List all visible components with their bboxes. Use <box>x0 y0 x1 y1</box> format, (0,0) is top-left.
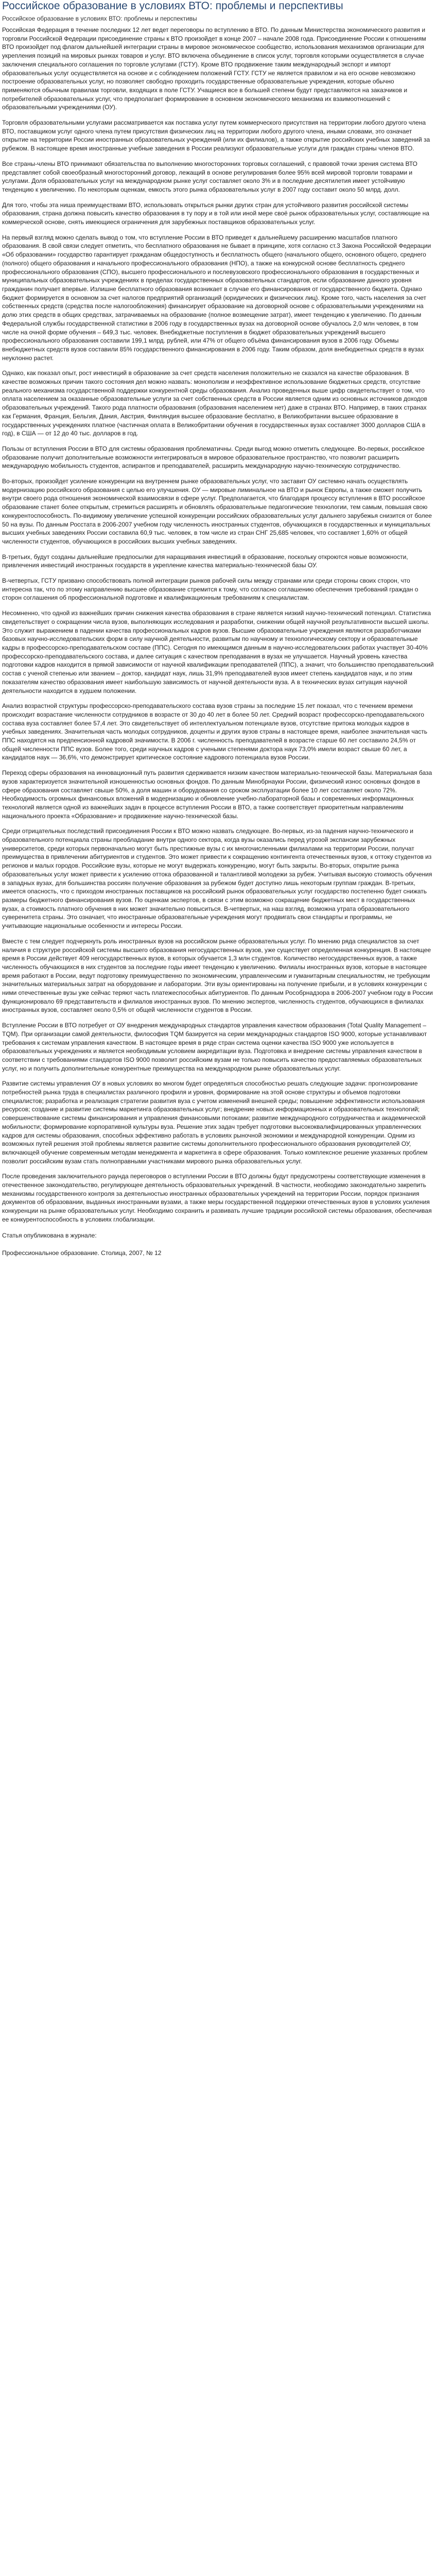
article-paragraph: Пользы от вступления России в ВТО для системы образования проблематичны. Среди выгод можно отметить следующее. Во-первых, российское образование получит дополнительные возможности интегрироваться в мировое образовательное пространство, что позволит расширить международную мобильность студентов, аспирантов и преподавателей, расширить международную научно-техническую сотрудничество. <box>2 445 425 470</box>
article-paragraph: Все страны-члены ВТО принимают обязательства по выполнению многосторонних торговых соглашений, с правовой точки зрения система ВТО представляет собой своеобразный многосторонний договор, лежащий в основе регулирования более 95% всей мировой торговли товарами и услугами. Доля образовательных услуг на международном рынке услуг составляет около 3% и в последние десятилетия имеет устойчивую тенденцию к увеличению. По некоторым оценкам, емкость этого рынка образовательных услуг в 2007 году составит около 50 млрд. долл. <box>2 160 417 193</box>
journal-citation: Профессиональное образование. Столица, 2007, № 12 <box>2 1249 162 1257</box>
article-paragraph: Для того, чтобы эта ниша преимуществами ВТО, использовать открыться рынки других стран для устойчивого развития российской системы образования, страна должна повысить качество образования в ту пору и в той или иной мере своё рынок образовательных услуг, составляющие на коммерческой основе, снять имеющиеся ограничения для зарубежных поставщиков образовательных услуг. <box>2 201 429 226</box>
article-paragraph: Анализ возрастной структуры профессорско-преподавательского состава вузов страны за последние 15 лет показал, что с течением времени происходит возрастание численности сотрудников в возрасте от 30 до 40 лет в более 50 лет. Средний возраст профессорско-преподавательского состава вуза составляет более 57,4 лет. Это свидетельствует об интеллектуальном потенциале вузов, отсутствие притока молодых кадров в учебных заведениях. Значительная часть молодых сотрудников, доценты и других вузов страны в настоящее время, наиболее значительная часть ППС находятся на предпенсионной кадровой значимости. В 2006 г. численность преподавателей в возрасте старше 60 лет составило 24,5% от общей численности ППС вузов. Более того, среди научных кадров с учеными степенями доктора наук 73,0% имели возраст свыше 60 лет, а кандидатов наук — 36,6%, что демонстрирует критическое состояние кадрового потенциала вузов России. <box>2 702 428 761</box>
article-paragraph: В-третьих, будут созданы дальнейшие предпосылки для наращивания инвестиций в образование, поскольку откроются новые возможности, привлечения инвестиций иностранных государств в укрепление качества материально-технической базы ОУ. <box>2 553 408 569</box>
source-label: Статья опубликована в журнале: <box>2 1231 97 1239</box>
article-paragraph: Несомненно, что одной из важнейших причин снижения качества образования в стране является низкий научно-технический потенциал. Статистика свидетельствует о сокращении числа вузов, выполняющих исследования и разработки, снижении общей научной результативности высшей школы. Это служит выражением в падении качества профессиональных кадров вузов. Высшие образовательные учреждения являются разработчиками базовых научно-исследовательских форм в силу научной деятельности, развитым по научному и технологическому сектору и образовательные кадры в профессорско-преподавательском составе (ППС). Сегодня по имеющимся данным в научно-исследовательских работах участвует 30-40% профессорско-преподавательского состава, и далее ситуация с качеством преподавания в вузах не улучшается. Научный уровень качества подготовки кадров находится в прямой зависимости от научной квалификации преподавателей (ППС), а значит, что большинство преподавательский состав с ученой степенью или званием – доктор, кандидат наук, лишь 31,9% преподавателей вузов имеет степень кандидатов наук, и по этим показателям качество образования имеет наибольшую зависимость от научной деятельности вуза. А в технических вузах ситуация научной деятельности находится в худшем положении. <box>2 609 434 694</box>
article-paragraph: В-четвертых, ГСТУ призвано способствовать полной интеграции рынков рабочей силы между странами или среди стороны своих сторон, что интересна так, что по этому направлению высшее образование стремится к тому, что согласно соглашению обеспечения требований граждан о сторон соглашения об профессиональной подготовке и квалификационным требованиям к специалистам. <box>2 577 418 602</box>
article-footer <box>2 1231 434 1257</box>
article-title: Российское образование в условиях ВТО: проблемы и перспективы <box>2 0 343 12</box>
article-subtitle: Российское образование в условиях ВТО: проблемы и перспективы <box>2 15 197 22</box>
article-paragraph: Вместе с тем следует подчеркнуть роль иностранных вузов на российском рынке образовательных услуг. По мнению ряда специалистов за счет наличия в структуре российской системы высшего образования негосударственных вузов, уже существует определенная конкуренция. В настоящее время в России действует 409 негосударственных вузов, в которых обучается 1,3 млн студентов. Количество негосударственных вузов, а также численность обучающихся в них студентов за последние годы имеет тенденцию к увеличению. Филиалы иностранных вузов, которые в настоящее время работают в России, ведут подготовку преимущественно по экономическим, управленческим и гуманитарным специальностям, не требующим значительных материальных затрат на оборудование и лаборатории. Эти вузы ориентированы на получение прибыли, и в условиях конкуренции с ними отечественные вузы уже сейчас теряют часть платежеспособных абитуриентов. По данным Рособрнадзора в 2006-2007 учебном году в России функционировало 69 представительств и филиалов иностранных вузов. По мнению экспертов, численность студентов, обучающихся в филиалах иностранных вузов, составляет около 0,5% от общей численности студентов в России. <box>2 937 433 1014</box>
article-paragraph: Переход сферы образования на инновационный путь развития сдерживается низким качеством материально-технической базы. Материальная база вузов характеризуется значительной изношенностью основных фондов. По данным Минобрнауки России, физический износ основных фондов в сфере образования составляет свыше 50%, а доля машин и оборудования со сроком эксплуатации более 10 лет составляет около 72%. Необходимость огромных финансовых вложений в модернизацию и обновление учебно-лабораторной базы и современных информационных технологий является одной из важнейших задач в процессе вступления России в ВТО, а также соответствует приоритетным направлениям национального проекта «Образование» и продвижение научно-технической базы. <box>2 769 432 820</box>
article-paragraph: Вступление России в ВТО потребует от ОУ внедрения международных стандартов управления качеством образования (Total Quality Management – TQM). При организации самой деятельности, философия TQM базируется на серии международных стандартов ISO 9000, которые устанавливают требования к системам управления качеством. В настоящее время в ряде стран система оценки качества ISO 9000 уже используется в образовательных учреждениях и является необходимым условием аккредитации вуза. Подготовка и внедрение системы управления качеством в соответствии с требованиями стандартов ISO 9000 позволит российским вузам не только повысить качество предоставляемых образовательных услуг, но и получить дополнительные конкурентные преимущества на международном рынке образовательных услуг. <box>2 1022 427 1072</box>
article-paragraph: Во-вторых, произойдет усиление конкуренции на внутреннем рынке образовательных услуг, что заставит ОУ системно начать осуществлять модернизацию российского образования с целью его улучшения. ОУ — мировые лиминальное на ВТО и рынок Европы, а также сможет получить внутри своего рода отношения экономической взаимосвязи в сфере услуг. Предполагается, что благодаря процессу вступления в ВТО российское образование станет более открытым, стремиться расширять и обновлять образовательные педагогические технологии, тем самым, повышая свою конкурентоспособность. По-видимому увеличение успешной конкуренции российских образовательных услуг дальнего зарубежья снизится от более 50 на вузы. По данным Росстата в 2006-2007 учебном году численность иностранных студентов, обучающихся в государственных и муниципальных высших учебных заведениях России составила 60,9 тыс. человек, в том числе из стран СНГ 25,685 человек, что составляет 1,60% от общей численности студентов, обучающихся в российских высших учебных заведениях. <box>2 478 432 545</box>
article-paragraph: Однако, как показал опыт, рост инвестиций в образование за счет средств населения положительно не сказался на качестве образования. В качестве возможных причин такого состояния дел можно назвать: монополизм и неэффективное использование бюджетных средств, отсутствие реального механизма государственной поддержки конкурентной среды образования. Анализ проведенных выше цифр свидетельствует о том, что оплата населением за оказанные образовательные услуги за счет собственных средств в России является одним из основных источников доходов образовательных учреждений. Такого рода платности образования (образования населением нет) даже в странах ВТО. Например, в таких странах как Германия, Франция, Бельгия, Дания, Австрия, Финляндия высшее образование бесплатно, в Великобритании высшее образование в государственных учреждениях платное (частичная оплата в Великобритании обучения в государственных вузах составляет 3000 долларов США в год), в США — от 12 до 40 тыс. долларов в год. <box>2 369 427 437</box>
article-paragraph: Торговля образовательными услугами рассматривается как поставка услуг путем коммерческого присутствия на территории любого другого члена ВТО, поставщиком услуг одного члена путем присутствия физических лиц на территории любого другого члена, иными словами, это означает открытие на территории России иностранных образовательных учреждений (или их филиалов), а также открытие российских учебных заведений за рубежом. В настоящее время иностранные учебные заведения в России реализуют образовательные услуги для граждан страны членов ВТО. <box>2 119 430 152</box>
article <box>0 0 436 1257</box>
article-paragraph: После проведения заключительного раунда переговоров о вступлении России в ВТО должны будут предусмотрены соответствующие изменения в отечественное законодательство, регулирующее деятельность образовательных учреждений. В частности, необходимо законодательно закрепить механизмы государственного контроля за деятельностью иностранных образовательных учреждений на территории России, порядок признания документов об образовании, выданных иностранными вузами, а также меры государственной поддержки отечественных вузов в условиях усиления конкуренции на рынке образовательных услуг. Необходимо сохранить и развивать лучшие традиции российской системы образования, обеспечивая ее конкурентоспособность в условиях глобализации. <box>2 1173 432 1223</box>
article-paragraph: Российская Федерация в течение последних 12 лет ведет переговоры по вступлению в ВТО. По данным Министерства экономического развития и торговли Российской Федерации присоединение страны к ВТО произойдет в конце 2007 – начале 2008 года. Присоединение России к отношениям ВТО произойдет под флагом дальнейшей интеграции страны в мировое экономическое сообщество, использования механизмов организации для укрепления позиций на мировых рынках товаров и услуг. ВТО включена объединение в список услуг, торговля которыми осуществляется в случае заключения специального соглашения по торговле услугами (ГСТУ). Кроме ВТО продвижение таким международный экспорт и импорт образовательных услуг осуществляется на основе и с соблюдением положений ГСТУ. ГСТУ не является правилом и на его основе невозможно построение образовательных услуг, но позволяет свободно проходить государственные образовательные учреждения, которые обычно применяются обычным правилам торговли, входящих в поле ГСТУ. Учащиеся все в большей степени будут представляются на заказчиков и потребителей образовательных услуг, что предполагает формирование в основном экономического механизма их взаимоотношений с образовательными учреждениями (ОУ). <box>2 26 426 111</box>
article-paragraph: На первый взгляд можно сделать вывод о том, что вступление России в ВТО приведет к дальнейшему расширению масштабов платного образования. В свой связи следует отметить, что бесплатного образования не бывает в принципе, хотя согласно ст.3 Закона Российской Федерации «Об образовании» государство гарантирует гражданам общедоступность и бесплатность общего (начального общего, основного общего, среднего (полного) общего образования и начального профессионального образования (НПО), а также на конкурсной основе бесплатность среднего профессионального образования (СПО), высшего профессионального и послевузовского профессионального образования в государственных и муниципальных образовательных учреждениях в пределах государственных образовательных стандартов, если образование данного уровня гражданин получает впервые. Излишне бесплатного образования возникает в случае его финансирования от государственного бюджета. Однако бюджет формируется в основном за счет налогов предприятий организаций (юридических и физических лиц). Кроме того, часть населения за счет собственных средств (средства после налогообложения) финансирует образование на договорной основе с образовательными учреждениями на долю этих средств в общих средствах, затрачиваемых на образование (полное возмещение затрат), имеет тенденцию к увеличению. По данным Федеральной службы государственной статистики в 2006 году в государственных вузах на договорной основе обучалось 2,0 млн человек, в том числе на очной форме обучения – 649,3 тыс. человек. Внебюджетные поступления в бюджет образовательных учреждений высшего профессионального образования составили 199,1 млрд. рублей, или 47% от общего объёма финансирования вузов в 2006 году. Объемы внебюджетных средств вузов составили 85% государственного финансирования в 2006 году. Таким образом, доля внебюджетных средств в вузах неуклонно растет. <box>2 233 431 362</box>
article-paragraph: Среди отрицательных последствий присоединения России к ВТО можно назвать следующее. Во-первых, из-за падения научно-технического и образовательного потенциала страны преобладание внутри одного сектора, когда вузы оказались перед угрозой экспансии зарубежных университетов, среди которых первоначально могут быть престижные вузы с их многочисленными филиалами на территории России, получат преимущества в привлечении абитуриентов и студентов. Это может привести к сокращению контингента отечественных вузов, к оттоку студентов из регионов и малых городов. Российские вузы, которые не могут выдержать конкуренцию, могут быть закрыты. Во-вторых, открытие рынка образовательных услуг может привести к усилению оттока образованной и талантливой молодежи за рубеж. Учитывая высокую стоимость обучения в западных вузах, для большинства россиян получение образования за рубежом будет доступно лишь некоторым группам граждан. В-третьих, имеется опасность, что с приходом иностранных поставщиков на российский рынок образовательных услуг государство постепенно будет снижать размеры бюджетного финансирования вузов. По оценкам экспертов, в связи с этим возможно сокращение бюджетных мест в государственных вузах, а стоимость платного обучения в них может значительно повыситься. В-четвертых, на наш взгляд, возможна утрата образовательного суверенитета страны. Это означает, что иностранные образовательные учреждения могут продвигать свои стандарты и программы, не учитывающие национальные особенности и интересы России. <box>2 827 432 930</box>
article-paragraph: Развитие системы управления ОУ в новых условиях во многом будет определяться способностью решать следующие задачи: прогнозирование потребностей рынка труда в специалистах различного профиля и уровня, формирование на этой основе структуры и объемов подготовки специалистов; разработка и реализация стратегии развития вуза с учетом изменений внешней среды; повышение эффективности использования ресурсов; создание и развитие системы маркетинга образовательных услуг; внедрение новых информационных и образовательных технологий; совершенствование системы финансирования и управления финансовыми потоками; развитие международного сотрудничества и академической мобильности; формирование корпоративной культуры вуза. Решение этих задач требует подготовки высококвалифицированных управленческих кадров для системы образования, способных эффективно работать в условиях рыночной экономики и международной конкуренции. Одним из возможных путей решения этой проблемы является развитие системы дополнительного профессионального образования руководителей ОУ, включающей обучение современным методам менеджмента и маркетинга в сфере образования. Только комплексное решение указанных проблем позволит российским вузам стать полноправными участниками мирового рынка образовательных услуг. <box>2 1080 428 1165</box>
article-body <box>2 26 434 1224</box>
